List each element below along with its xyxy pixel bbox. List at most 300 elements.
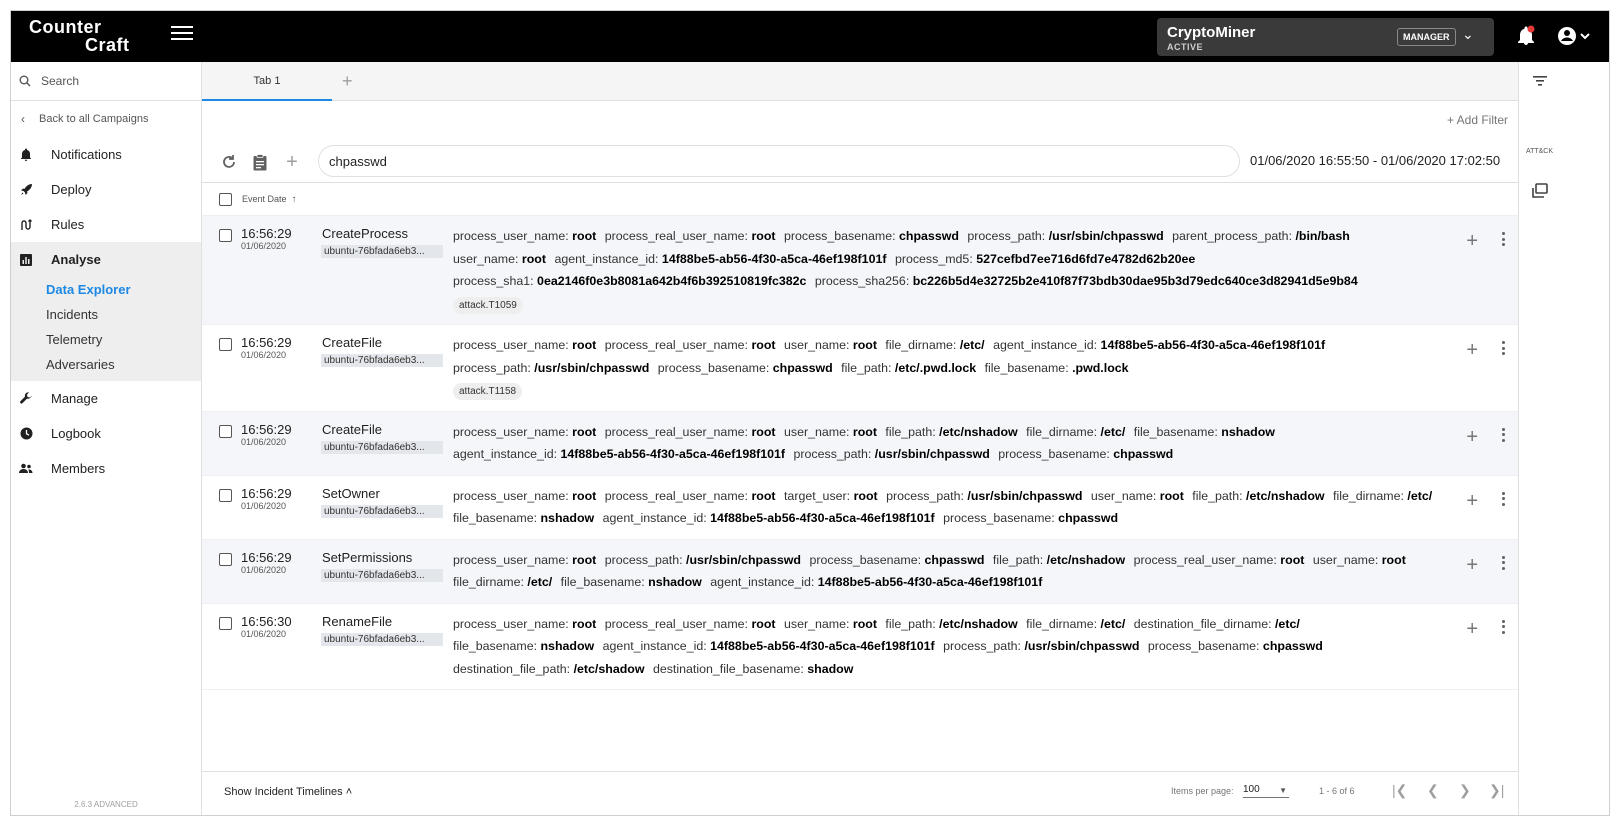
event-field[interactable]: process_user_name: root — [453, 488, 597, 503]
add-filter-label: Add Filter — [1456, 113, 1508, 127]
event-field[interactable]: process_sha256: bc226b5d4e32725b2e410f87f73bdb30dae95b3d79edc640ce3d82941d5e9b84 — [814, 274, 1358, 288]
add-to-query-icon[interactable]: + — [1466, 339, 1478, 361]
field-key: process_md5 — [894, 251, 970, 266]
add-to-query-icon[interactable]: + — [1466, 230, 1478, 252]
copy-windows-icon[interactable] — [1530, 182, 1550, 200]
event-time: 16:56:29 — [241, 549, 292, 565]
host-chip[interactable]: ubuntu-76bfada6eb3... — [321, 633, 443, 646]
event-field[interactable]: file_dirname: /etc/ — [1026, 424, 1126, 439]
field-value: /usr/sbin/chpasswd — [874, 447, 990, 461]
event-time: 16:56:29 — [241, 421, 292, 437]
query-input[interactable]: chpasswd — [318, 145, 1240, 177]
table-row[interactable] — [202, 325, 1518, 412]
event-time: 16:56:29 — [241, 485, 292, 501]
items-per-page-select[interactable] — [1243, 784, 1289, 798]
items-per-page-label: Items per page: — [1171, 786, 1234, 796]
event-field[interactable]: destination_file_dirname: /etc/ — [1133, 616, 1300, 631]
field-value: /bin/bash — [1295, 229, 1350, 243]
event-field[interactable]: file_basename: nshadow — [560, 575, 702, 589]
field-key: process_user_name — [453, 338, 566, 352]
field-key: file_path — [992, 552, 1040, 567]
row-checkbox[interactable] — [219, 617, 232, 630]
event-field[interactable]: agent_instance_id: 14f88be5-ab56-4f30-a5ca-46ef198f101f — [554, 251, 887, 266]
event-field[interactable]: process_basename: chpasswd — [809, 552, 985, 567]
field-value: root — [751, 488, 776, 503]
field-value: 0ea2146f0e3b8081a642b4f6b392510819fc382c — [537, 274, 807, 288]
field-key: process_basename — [1147, 639, 1257, 653]
pagination-range: 1 - 6 of 6 — [1319, 786, 1355, 796]
field-key: file_path — [885, 424, 933, 439]
event-type: CreateProcess — [322, 226, 408, 241]
field-value: root — [1381, 552, 1406, 567]
field-value: 14f88be5-ab56-4f30-a5ca-46ef198f101f — [710, 511, 935, 525]
table-row[interactable] — [202, 216, 1518, 325]
field-key: file_basename — [560, 575, 642, 589]
more-vertical-icon[interactable] — [1498, 490, 1508, 508]
table-row[interactable] — [202, 540, 1518, 604]
field-value: /etc/ — [959, 338, 985, 352]
event-time: 16:56:29 — [241, 335, 292, 350]
event-field[interactable]: process_path: /usr/sbin/chpasswd — [453, 360, 650, 375]
field-value: /etc/nshadow — [939, 424, 1018, 439]
field-key: file_path — [841, 360, 889, 375]
field-value: root — [1159, 488, 1184, 503]
field-key: user_name — [1090, 488, 1153, 503]
field-value: root — [852, 338, 877, 352]
field-value: chpasswd — [1262, 639, 1323, 653]
row-checkbox[interactable] — [219, 338, 232, 351]
column-header-event-date[interactable]: Event Date — [242, 194, 287, 204]
event-field[interactable]: process_basename: chpasswd — [1147, 639, 1323, 653]
field-value: /etc/ — [1100, 424, 1126, 439]
field-key: agent_instance_id — [453, 447, 554, 461]
event-fields — [453, 412, 1448, 475]
field-value: chpasswd — [899, 229, 959, 243]
field-value: 14f88be5-ab56-4f30-a5ca-46ef198f101f — [710, 639, 935, 653]
event-field[interactable]: process_user_name: root — [453, 552, 597, 567]
event-field[interactable]: process_real_user_name: root — [604, 488, 776, 503]
event-field[interactable]: process_path: /usr/sbin/chpasswd — [604, 552, 802, 567]
clipboard-icon[interactable] — [251, 153, 269, 171]
campaign-name: CryptoMiner — [1167, 24, 1256, 41]
chevron-up-icon: ˄ — [345, 786, 353, 798]
first-page-icon[interactable]: |❮ — [1392, 782, 1408, 798]
field-value: /etc/nshadow — [1046, 552, 1126, 567]
role-badge: MANAGER — [1397, 28, 1456, 46]
field-key: process_basename — [657, 360, 766, 375]
table-header — [202, 183, 1518, 216]
field-key: process_real_user_name — [604, 338, 745, 352]
back-to-campaigns-link[interactable] — [11, 101, 201, 137]
field-value: nshadow — [540, 639, 595, 653]
field-value: 527cefbd7ee716d6fd7e4782d62b20ee — [976, 251, 1196, 266]
field-key: user_name — [783, 424, 846, 439]
sidebar-item-label: Members — [51, 461, 106, 476]
field-value: .pwd.lock — [1072, 360, 1129, 375]
event-field[interactable]: file_dirname: /etc/ — [1026, 616, 1126, 631]
event-fields — [453, 540, 1448, 603]
table-row[interactable] — [202, 412, 1518, 476]
field-key: parent_process_path — [1172, 229, 1289, 243]
event-field[interactable]: process_user_name: root — [453, 424, 597, 439]
query-toolbar — [202, 101, 1518, 183]
event-time: 16:56:29 — [241, 226, 292, 241]
field-value: root — [572, 616, 597, 631]
event-field[interactable]: agent_instance_id: 14f88be5-ab56-4f30-a5ca-46ef198f101f — [453, 447, 786, 461]
event-field[interactable]: process_user_name: root — [453, 616, 597, 631]
chart-icon — [19, 253, 33, 267]
event-field[interactable]: process_basename: chpasswd — [657, 360, 833, 375]
sidebar-subitem-adversaries[interactable]: Adversaries — [46, 357, 115, 372]
row-checkbox[interactable] — [219, 489, 232, 502]
brand-logo[interactable] — [29, 18, 130, 54]
add-to-query-icon[interactable]: + — [1466, 553, 1478, 576]
tab-1[interactable]: Tab 1 — [202, 62, 332, 101]
sidebar-item-manage[interactable] — [11, 381, 201, 416]
event-field[interactable]: file_path: /etc/nshadow — [885, 616, 1018, 631]
sidebar — [11, 62, 202, 816]
event-field[interactable]: agent_instance_id: 14f88be5-ab56-4f30-a5ca-46ef198f101f — [993, 338, 1326, 352]
field-key: file_dirname — [1026, 424, 1094, 439]
event-date: 01/06/2020 — [241, 241, 287, 251]
event-field[interactable]: file_basename: nshadow — [453, 639, 595, 653]
event-type: SetOwner — [322, 485, 380, 501]
field-key: destination_file_basename — [652, 661, 801, 676]
bell-icon — [19, 148, 33, 162]
field-key: process_path — [604, 552, 680, 567]
field-key: process_real_user_name — [604, 229, 745, 243]
field-value: root — [751, 229, 776, 243]
event-field[interactable]: file_dirname: /etc/ — [885, 338, 985, 352]
field-key: file_basename — [984, 360, 1066, 375]
search-placeholder: Search — [41, 74, 80, 88]
field-value: root — [751, 424, 776, 439]
event-field[interactable]: process_user_name: root — [453, 229, 597, 243]
host-chip[interactable]: ubuntu-76bfada6eb3... — [321, 245, 443, 258]
event-date: 01/06/2020 — [241, 628, 287, 639]
dropdown-arrow-icon: ▼ — [1279, 786, 1287, 795]
more-vertical-icon[interactable] — [1498, 554, 1508, 572]
add-filter-button[interactable] — [1447, 113, 1508, 127]
main-content — [202, 62, 1518, 816]
event-field[interactable]: user_name: root — [1090, 488, 1184, 503]
event-date: 01/06/2020 — [241, 500, 287, 511]
timelines-label: Show Incident Timelines — [224, 786, 343, 798]
event-type: CreateFile — [322, 335, 382, 350]
event-field[interactable]: process_path: /usr/sbin/chpasswd — [886, 488, 1083, 503]
event-field[interactable]: user_name: root — [783, 338, 877, 352]
people-icon — [19, 462, 33, 476]
rocket-icon — [19, 183, 33, 197]
event-field[interactable]: process_basename: chpasswd — [783, 229, 959, 243]
attack-tag[interactable]: attack.T1059 — [453, 297, 523, 314]
sidebar-item-label: Logbook — [51, 426, 101, 441]
more-vertical-icon[interactable] — [1498, 339, 1508, 357]
field-key: process_real_user_name — [604, 616, 745, 631]
field-key: file_basename — [453, 639, 534, 653]
event-field[interactable]: file_basename: .pwd.lock — [984, 360, 1129, 375]
previous-page-icon[interactable]: ❮ — [1427, 782, 1439, 798]
field-key: agent_instance_id — [602, 639, 704, 653]
analyse-submenu — [11, 277, 201, 381]
field-key: user_name — [1312, 552, 1375, 567]
sidebar-subitem-incidents[interactable]: Incidents — [46, 307, 99, 322]
field-key: process_path — [943, 639, 1018, 653]
brand-line-1: Counter — [29, 17, 102, 37]
next-page-icon[interactable]: ❯ — [1459, 782, 1471, 798]
field-value: 14f88be5-ab56-4f30-a5ca-46ef198f101f — [817, 575, 1043, 589]
field-key: process_user_name — [453, 424, 566, 439]
event-field[interactable]: target_user: root — [783, 488, 878, 503]
event-fields — [453, 216, 1448, 324]
field-key: destination_file_path — [453, 661, 567, 676]
sidebar-item-members[interactable] — [11, 451, 201, 486]
field-key: process_user_name — [453, 616, 566, 631]
add-to-query-icon[interactable]: + — [1466, 425, 1478, 448]
filter-list-icon[interactable] — [1530, 72, 1550, 90]
event-fields — [453, 476, 1448, 539]
event-type: SetPermissions — [322, 549, 413, 565]
host-chip[interactable]: ubuntu-76bfada6eb3... — [321, 505, 443, 518]
chevron-down-icon: ⌄ — [1462, 26, 1474, 42]
field-value: chpasswd — [1113, 447, 1174, 461]
attack-tag[interactable]: attack.T1158 — [453, 383, 522, 400]
app-window — [10, 10, 1610, 816]
right-rail — [1518, 62, 1559, 816]
sidebar-search[interactable] — [11, 62, 201, 101]
event-type: RenameFile — [322, 613, 393, 629]
add-query-icon[interactable]: + — [286, 150, 298, 173]
event-field[interactable]: file_basename: nshadow — [1133, 424, 1275, 439]
field-value: /etc/nshadow — [1246, 488, 1325, 503]
brand-line-2: Craft — [85, 35, 130, 55]
add-to-query-icon[interactable]: + — [1466, 489, 1478, 512]
field-key: process_real_user_name — [604, 488, 745, 503]
field-value: root — [853, 488, 878, 503]
event-date: 01/06/2020 — [241, 436, 287, 447]
menu-toggle-icon[interactable] — [171, 26, 193, 46]
event-date: 01/06/2020 — [241, 350, 287, 360]
field-value: /etc/ — [1274, 616, 1300, 631]
refresh-icon[interactable] — [220, 153, 238, 171]
event-field[interactable]: file_path: /etc/nshadow — [885, 424, 1018, 439]
field-value: root — [521, 251, 546, 266]
field-value: /usr/sbin/chpasswd — [967, 488, 1083, 503]
show-incident-timelines-toggle[interactable] — [224, 786, 352, 798]
more-vertical-icon[interactable] — [1498, 230, 1508, 248]
field-key: file_dirname — [1026, 616, 1094, 631]
field-key: user_name — [783, 616, 846, 631]
field-value: chpasswd — [924, 552, 985, 567]
event-time: 16:56:30 — [241, 613, 292, 629]
event-fields — [453, 604, 1448, 690]
event-field[interactable]: agent_instance_id: 14f88be5-ab56-4f30-a5ca-46ef198f101f — [602, 511, 935, 525]
event-field[interactable]: parent_process_path: /bin/bash — [1172, 229, 1350, 243]
field-key: process_user_name — [453, 552, 566, 567]
sidebar-item-label: Deploy — [51, 182, 92, 197]
event-field[interactable]: destination_file_basename: shadow — [652, 661, 854, 676]
wrench-icon — [19, 392, 33, 406]
field-value: root — [572, 229, 597, 243]
back-label: Back to all Campaigns — [39, 113, 149, 125]
event-field[interactable]: process_real_user_name: root — [604, 616, 776, 631]
field-value: nshadow — [648, 575, 702, 589]
event-field[interactable]: user_name: root — [1312, 552, 1406, 567]
sidebar-item-notifications[interactable] — [11, 137, 201, 172]
table-row[interactable] — [202, 476, 1518, 540]
campaign-selector[interactable] — [1157, 18, 1494, 56]
field-key: file_dirname — [885, 338, 953, 352]
event-field[interactable]: file_path: /etc/.pwd.lock — [841, 360, 977, 375]
event-fields — [453, 325, 1448, 411]
row-checkbox[interactable] — [219, 553, 232, 566]
field-value: root — [852, 616, 877, 631]
event-field[interactable]: agent_instance_id: 14f88be5-ab56-4f30-a5ca-46ef198f101f — [710, 575, 1043, 589]
event-field[interactable]: agent_instance_id: 14f88be5-ab56-4f30-a5ca-46ef198f101f — [602, 639, 935, 653]
event-field[interactable]: process_real_user_name: root — [604, 338, 776, 352]
field-key: file_path — [1192, 488, 1240, 503]
field-value: /usr/sbin/chpasswd — [1048, 229, 1164, 243]
sidebar-item-label: Rules — [51, 217, 85, 232]
event-list — [202, 216, 1518, 690]
sidebar-subitem-telemetry[interactable]: Telemetry — [46, 332, 103, 347]
field-key: process_path — [967, 229, 1042, 243]
event-field[interactable]: file_path: /etc/nshadow — [992, 552, 1126, 567]
table-row[interactable] — [202, 604, 1518, 691]
date-range-picker[interactable]: 01/06/2020 16:55:50 - 01/06/2020 17:02:50 — [1250, 153, 1501, 168]
field-value: /etc/ — [1407, 488, 1433, 503]
field-key: process_real_user_name — [604, 424, 745, 439]
select-all-checkbox[interactable] — [219, 193, 232, 206]
event-field[interactable]: user_name: root — [453, 251, 546, 266]
event-type: CreateFile — [322, 421, 382, 437]
sort-arrow-up-icon[interactable]: ↑ — [291, 193, 297, 205]
field-key: process_basename — [783, 229, 893, 243]
field-key: process_user_name — [453, 229, 566, 243]
last-page-icon[interactable]: ❯| — [1489, 782, 1505, 798]
chevron-left-icon: ‹ — [21, 112, 25, 126]
event-field[interactable]: process_real_user_name: root — [604, 229, 776, 243]
event-field[interactable]: file_path: /etc/nshadow — [1192, 488, 1325, 503]
field-value: /etc/nshadow — [939, 616, 1018, 631]
sidebar-item-analyse[interactable] — [11, 242, 201, 277]
field-key: user_name — [453, 251, 515, 266]
event-field[interactable]: process_sha1: 0ea2146f0e3b8081a642b4f6b392510819fc382c — [453, 274, 807, 288]
field-key: process_path — [886, 488, 961, 503]
sidebar-item-logbook[interactable] — [11, 416, 201, 451]
field-value: nshadow — [1221, 424, 1275, 439]
row-checkbox[interactable] — [219, 425, 232, 438]
field-key: process_basename — [998, 447, 1107, 461]
field-value: root — [572, 338, 597, 352]
sidebar-item-label: Notifications — [51, 147, 122, 162]
field-value: 14f88be5-ab56-4f30-a5ca-46ef198f101f — [560, 447, 786, 461]
field-key: process_path — [793, 447, 868, 461]
host-chip[interactable]: ubuntu-76bfada6eb3... — [321, 441, 443, 454]
sidebar-item-label: Manage — [51, 391, 98, 406]
field-key: process_sha256 — [814, 274, 906, 288]
field-value: root — [572, 552, 597, 567]
field-value: /usr/sbin/chpasswd — [534, 360, 650, 375]
event-field[interactable]: file_dirname: /etc/ — [453, 575, 553, 589]
field-value: /etc/ — [1100, 616, 1126, 631]
event-field[interactable]: process_basename: chpasswd — [943, 511, 1119, 525]
event-field[interactable]: destination_file_path: /etc/shadow — [453, 661, 645, 676]
field-value: /etc/ — [527, 575, 553, 589]
field-key: process_sha1 — [453, 274, 531, 288]
notifications-bell-icon[interactable] — [1516, 25, 1536, 47]
event-field[interactable]: process_path: /usr/sbin/chpasswd — [967, 229, 1164, 243]
add-tab-icon[interactable]: + — [342, 71, 353, 91]
sidebar-subitem-data-explorer[interactable]: Data Explorer — [46, 282, 131, 297]
field-value: bc226b5d4e32725b2e410f87f73bdb30dae95b3d79edc640ce3d82941d5e9b84 — [912, 274, 1358, 288]
rules-icon — [19, 218, 33, 232]
field-value: /etc/shadow — [573, 661, 645, 676]
field-value: root — [572, 424, 597, 439]
event-field[interactable]: process_basename: chpasswd — [998, 447, 1174, 461]
add-to-query-icon[interactable]: + — [1466, 617, 1478, 640]
event-field[interactable]: process_real_user_name: root — [1133, 552, 1305, 567]
event-date: 01/06/2020 — [241, 564, 287, 575]
event-field[interactable]: process_user_name: root — [453, 338, 597, 352]
sidebar-item-label: Analyse — [51, 252, 101, 267]
host-chip[interactable]: ubuntu-76bfada6eb3... — [321, 354, 443, 367]
event-field[interactable]: file_dirname: /etc/ — [1333, 488, 1433, 503]
user-menu[interactable] — [1556, 25, 1596, 47]
field-value: chpasswd — [772, 360, 833, 375]
field-value: shadow — [807, 661, 854, 676]
event-field[interactable]: process_path: /usr/sbin/chpasswd — [943, 639, 1140, 653]
field-value: root — [751, 616, 776, 631]
field-key: process_basename — [943, 511, 1052, 525]
more-vertical-icon[interactable] — [1498, 426, 1508, 444]
field-key: file_path — [885, 616, 933, 631]
field-value: 14f88be5-ab56-4f30-a5ca-46ef198f101f — [661, 251, 887, 266]
items-per-page-value: 100 — [1243, 784, 1260, 795]
attck-label[interactable]: ATT&CK — [1525, 148, 1554, 155]
clock-icon — [19, 427, 33, 441]
field-value: /etc/.pwd.lock — [894, 360, 977, 375]
field-value: root — [572, 488, 597, 503]
version-label: 2.6.3 ADVANCED — [74, 800, 138, 809]
row-checkbox[interactable] — [219, 229, 232, 242]
event-field[interactable]: file_basename: nshadow — [453, 511, 595, 525]
plus-icon: + — [1446, 113, 1457, 127]
tab-bar — [202, 62, 1518, 101]
field-value: root — [1280, 552, 1305, 567]
sidebar-item-rules[interactable] — [11, 207, 201, 242]
field-value: root — [852, 424, 877, 439]
sidebar-item-deploy[interactable] — [11, 172, 201, 207]
host-chip[interactable]: ubuntu-76bfada6eb3... — [321, 569, 443, 582]
field-value: root — [751, 338, 776, 352]
table-footer — [202, 771, 1518, 816]
field-value: nshadow — [540, 511, 595, 525]
field-key: process_real_user_name — [1133, 552, 1274, 567]
field-key: agent_instance_id — [993, 338, 1094, 352]
event-field[interactable]: user_name: root — [783, 616, 877, 631]
field-value: /usr/sbin/chpasswd — [1024, 639, 1140, 653]
field-key: destination_file_dirname — [1133, 616, 1269, 631]
top-bar — [11, 11, 1609, 62]
field-value: /usr/sbin/chpasswd — [686, 552, 802, 567]
event-field[interactable]: user_name: root — [783, 424, 877, 439]
more-vertical-icon[interactable] — [1498, 618, 1508, 636]
event-field[interactable]: process_real_user_name: root — [604, 424, 776, 439]
field-key: process_basename — [809, 552, 918, 567]
event-field[interactable]: process_path: /usr/sbin/chpasswd — [793, 447, 990, 461]
event-field[interactable]: process_md5: 527cefbd7ee716d6fd7e4782d62b20ee — [894, 251, 1196, 266]
